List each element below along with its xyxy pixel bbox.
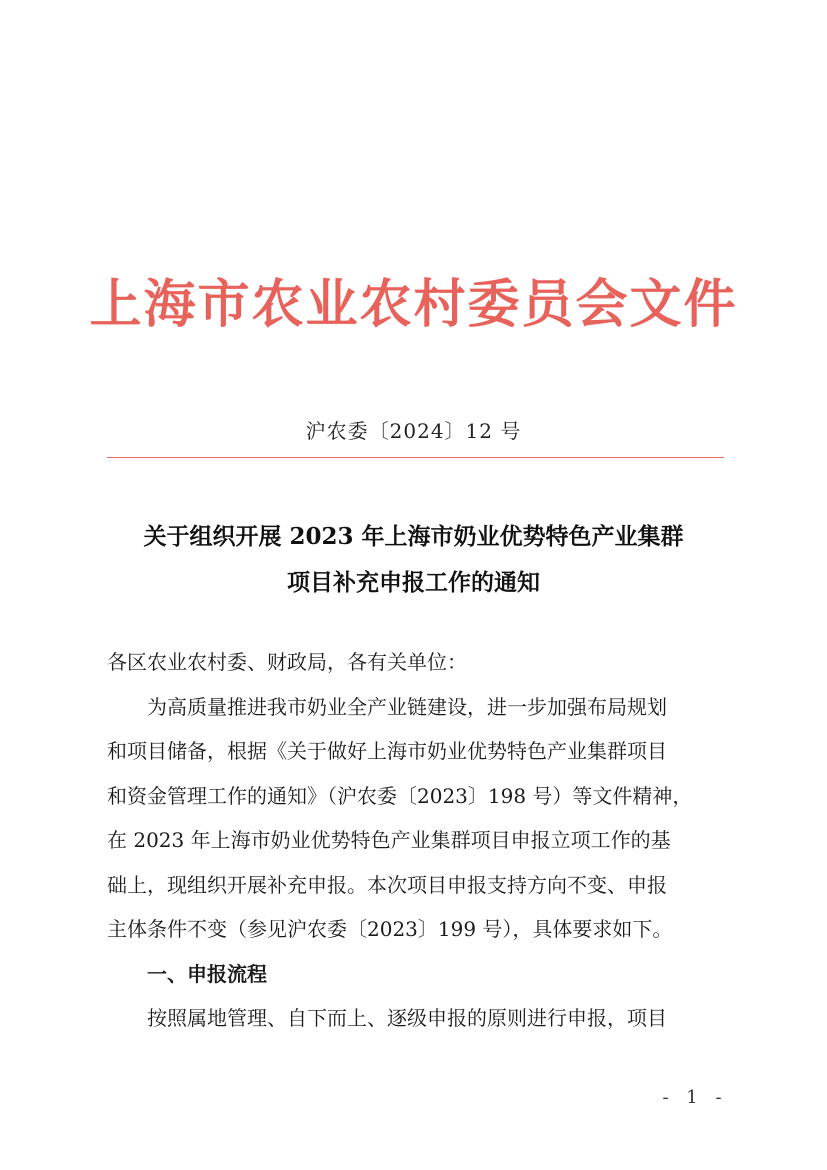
paragraph-1-line-2: 和项目储备，根据《关于做好上海市奶业优势特色产业集群项目	[107, 739, 667, 763]
paragraph-1-line-4: 在 2023 年上海市奶业优势特色产业集群项目申报立项工作的基	[107, 828, 671, 852]
section-heading-1: 一、申报流程	[147, 961, 267, 986]
document-body	[107, 640, 727, 1041]
paragraph-2-line-1: 按照属地管理、自下而上、逐级申报的原则进行申报，项目	[147, 1006, 667, 1030]
salutation: 各区农业农村委、财政局，各有关单位：	[107, 650, 467, 674]
document-number: 沪农委〔2024〕12 号	[305, 419, 522, 443]
paragraph-1-line-5: 础上，现组织开展补充申报。本次项目申报支持方向不变、申报	[107, 872, 667, 897]
paragraph-1-line-6: 主体条件不变（参见沪农委〔2023〕199 号），具体要求如下。	[107, 917, 673, 941]
red-divider-line	[107, 457, 724, 458]
notice-title	[0, 514, 827, 606]
notice-title-line-2: 项目补充申报工作的通知	[287, 569, 540, 596]
notice-title-line-1: 关于组织开展 2023 年上海市奶业优势特色产业集群	[143, 523, 684, 550]
masthead-title: 上海市农业农村委员会文件	[89, 274, 738, 335]
paragraph-1-line-3: 和资金管理工作的通知》（沪农委〔2023〕198 号）等文件精神，	[107, 783, 693, 808]
paragraph-1-line-1: 为高质量推进我市奶业全产业链建设，进一步加强布局规划	[147, 694, 667, 719]
page-number: - 1 -	[662, 1087, 728, 1108]
